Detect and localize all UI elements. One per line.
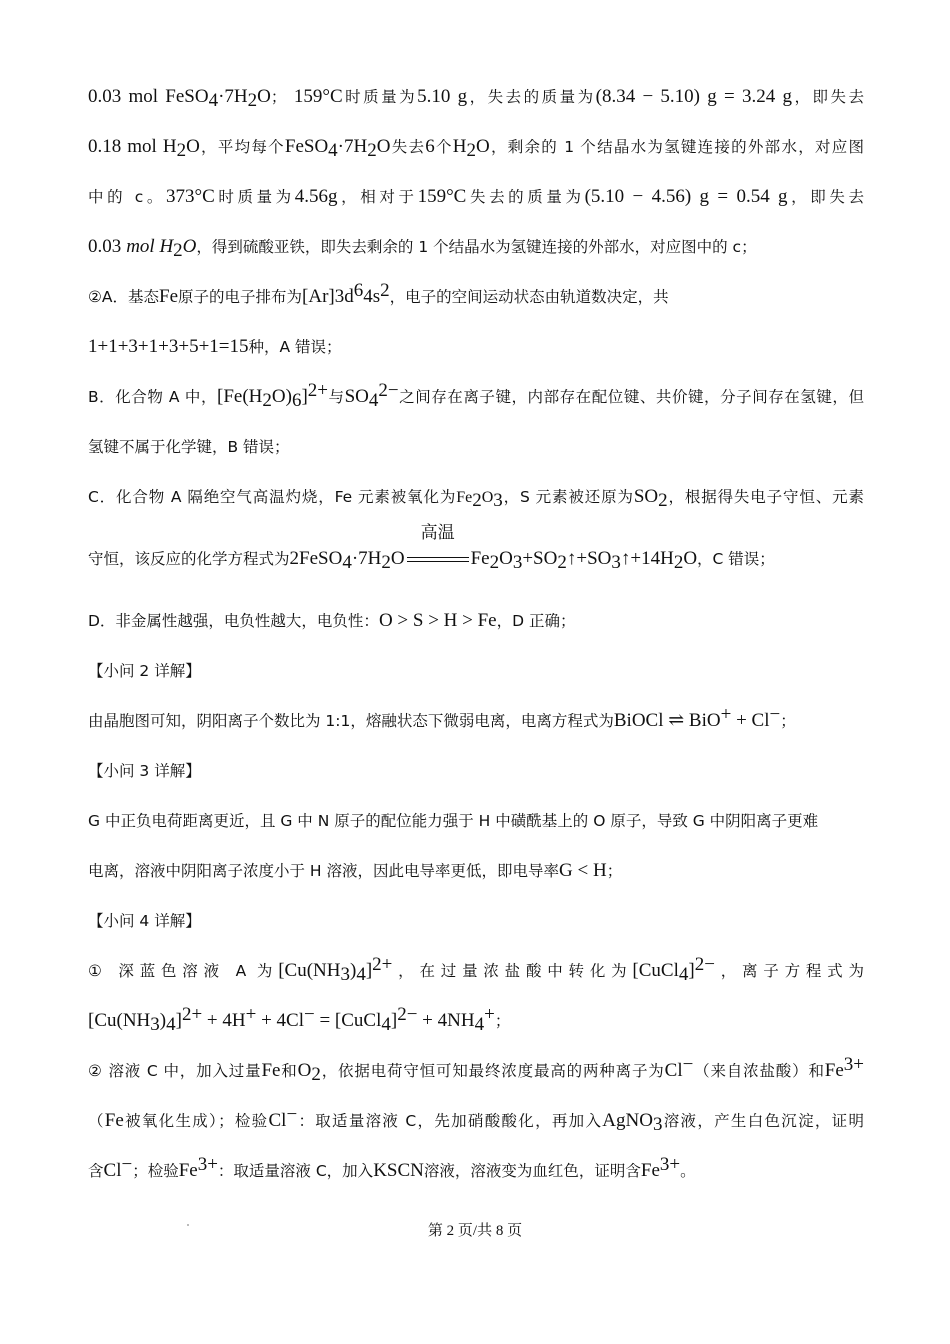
option-b-line-2: 氢键不属于化学键，B 错误；: [88, 438, 290, 456]
section-heading-4: 【小问 4 详解】: [88, 912, 201, 930]
section-4-line-5: 含Cl−；检验$Fe^{3+}$：取适量溶液 C，加入KSCN溶液，溶液变为血红色，证明含$Fe^{3+}$。: [88, 1153, 696, 1181]
page-footer: 第 2 页/共 8 页: [427, 1223, 523, 1239]
paragraph-line-3: 中的 c。373°C时质量为4.56g，相对于159°C失去的质量为(5.10 − 4.56) g = 0.54 g，即失去: [88, 186, 864, 207]
option-a-line-1: ②A．基态Fe原子的电子排布为$[Ar]3d^64s^2$，电子的空间运动状态由轨道数决定，共: [88, 279, 669, 307]
option-a-line-2: 1+1+3+1+3+5+1=15种，A 错误；: [88, 336, 342, 357]
option-c-line-2: 守恒，该反应的化学方程式为$2FeSO_4\cdot 7H_2O$ 高温 $Fe_2O_3+SO_2↑+SO_3↑+14H_2O$，C 错误；: [88, 523, 775, 574]
paragraph-line-1: 0.03 mol $FeSO_4\cdot 7H_2O$； 159°C时质量为5.10 g，失去的质量为(8.34 − 5.10) g = 3.24 g，即失去: [88, 86, 864, 112]
option-c-line-1: C．化合物 A 隔绝空气高温灼烧，Fe 元素被氧化为$Fe_2O_3$，S 元素被还原为$SO_2$，根据得失电子守恒、元素: [88, 486, 864, 512]
section-3-line-1: G 中正负电荷距离更近，且 G 中 N 原子的配位能力强于 H 中磺酰基上的 O 原子，导致 G 中阴阳离子更难: [88, 812, 819, 830]
section-4-line-2: $[Cu(NH_3)_4]^{2+} + 4H^+ + 4Cl^-$ = [CuCl$_4$]$^{2-}$ + $4NH_4^+$；: [88, 1003, 511, 1036]
paragraph-line-4: 0.03 mol $H_2O$，得到硫酸亚铁，即失去剩余的 1 个结晶水为氢键连接的外部水，对应图中的 c；: [88, 236, 757, 262]
paragraph-line-2: 0.18 mol $H_2O$，平均每个$FeSO_4\cdot 7H_2O$失去6个$H_2O$，剩余的 1 个结晶水为氢键连接的外部水，对应图: [88, 136, 864, 162]
section-3-line-2: 电离，溶液中阴阳离子浓度小于 H 溶液，因此电导率更低，即电导率G < H；: [88, 860, 623, 881]
reaction-condition: 高温: [405, 544, 471, 574]
option-b-line-1: B．化合物 A 中，$[Fe(H_2O)_6]^{2+}$与$SO_4^{2-}$之间存在离子键，内部存在配位键、共价键，分子间存在氢键，但: [88, 379, 864, 412]
section-heading-2: 【小问 2 详解】: [88, 662, 201, 680]
section-4-line-3: ② 溶液 C 中，加入过量Fe和$O_2$，依据电荷守恒可知最终浓度最高的两种离子为Cl−（来自浓盐酸）和$Fe^{3+}$: [88, 1053, 864, 1086]
section-4-line-1: ① 深蓝色溶液 A 为$[Cu(NH_3)_4]^{2+}$，在过量浓盐酸中转化为[CuCl$_4$]$^{2-}$，离子方程式为: [88, 953, 864, 986]
section-heading-3: 【小问 3 详解】: [88, 762, 201, 780]
section-2-line: 由晶胞图可知，阴阳离子个数比为 1:1，熔融状态下微弱电离，电离方程式为BiOCl ⇌ BiO+ + Cl−；: [88, 703, 796, 731]
section-4-line-4: （Fe被氧化生成）；检验Cl−：取适量溶液 C，先加硝酸酸化，再加入AgNO$_3$溶液，产生白色沉淀，证明: [88, 1103, 864, 1136]
option-d-line: D．非金属性越强，电负性越大，电负性：O > S > H > Fe，D 正确；: [88, 610, 576, 631]
